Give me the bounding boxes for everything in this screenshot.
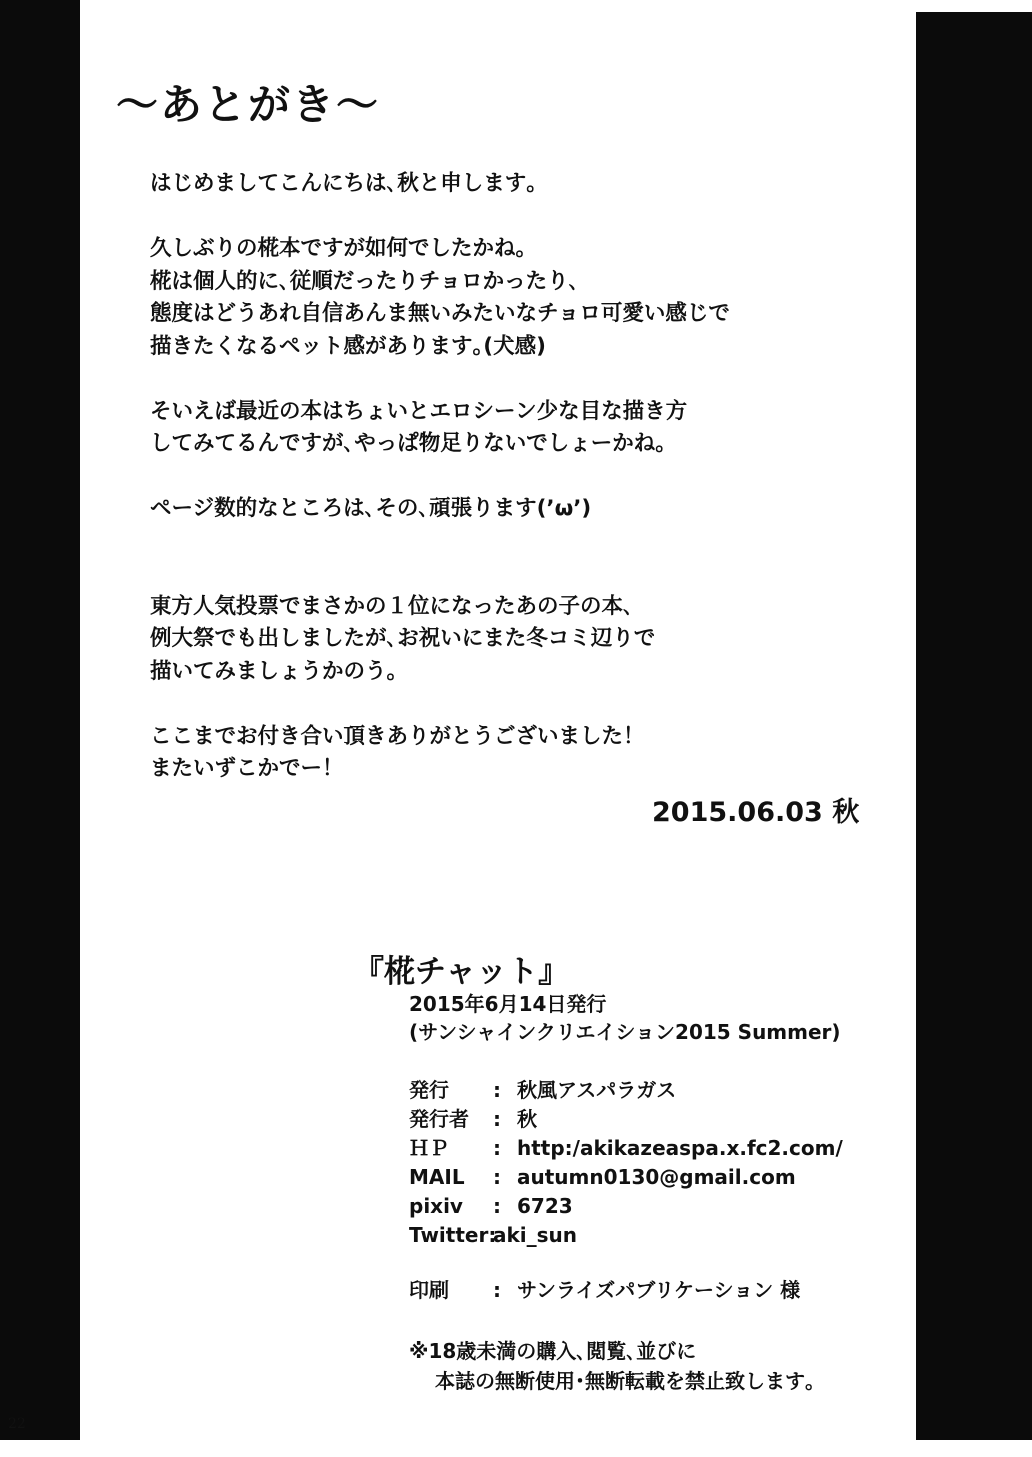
paragraph-recent-books xyxy=(150,396,890,461)
notice-line: ※18歳未満の購入､閲覧､並びに xyxy=(409,1339,697,1363)
credit-row xyxy=(409,1221,843,1250)
text-line: はじめましてこんにちは､秋と申します｡ xyxy=(150,171,538,196)
credit-label: MAIL xyxy=(409,1165,465,1189)
credit-label: 発行者 xyxy=(409,1107,469,1131)
text-line: 椛は個人的に､従順だったりチョロかったり､ xyxy=(150,268,580,294)
credit-row xyxy=(409,1076,843,1105)
text-line: またいずこかでー！ xyxy=(150,756,344,781)
text-line: ここまでお付き合い頂きありがとうございました！ xyxy=(150,723,645,749)
paragraph-about-momiji xyxy=(150,233,890,363)
credit-row xyxy=(409,1134,843,1163)
paragraph-thanks xyxy=(150,721,890,786)
credit-row xyxy=(409,1276,800,1305)
text-line: 例大祭でも出しましたが､お祝いにまた冬コミ辺りで xyxy=(150,626,656,651)
page-title: ～あとがき～ xyxy=(116,80,381,129)
signoff-date: 2015.06.03 秋 xyxy=(652,797,860,828)
printing-credit xyxy=(409,1276,800,1305)
text-line: してみてるんですが､やっぱ物足りないでしょーかね｡ xyxy=(150,431,667,456)
credit-separator: : xyxy=(493,1107,501,1131)
text-line: 東方人気投票でまさかの１位になったあの子の本､ xyxy=(150,593,634,619)
credit-separator: : xyxy=(493,1165,501,1189)
credit-row xyxy=(409,1163,843,1192)
age-restriction-notice xyxy=(409,1336,815,1396)
page-number: 22 xyxy=(8,1416,26,1432)
event-name: (サンシャインクリエイション2015 Summer) xyxy=(409,1020,841,1044)
credit-separator: : xyxy=(493,1136,501,1160)
afterword-body xyxy=(150,168,890,786)
text-line: ページ数的なところは､その､頑張ります(’ω’) xyxy=(150,496,592,521)
text-line: 描いてみましょうかのう｡ xyxy=(150,658,398,684)
credit-separator: : xyxy=(493,1194,501,1218)
credit-label: ＨＰ xyxy=(409,1136,449,1160)
credits-list xyxy=(409,1076,843,1250)
credit-label: pixiv xyxy=(409,1194,463,1218)
publish-date: 2015年6月14日発行 xyxy=(409,992,607,1016)
credit-separator: : xyxy=(493,1278,501,1302)
text-line: そいえば最近の本はちょいとエロシーン少な目な描き方 xyxy=(150,398,688,424)
book-title: 『椛チャット』 xyxy=(353,954,570,990)
right-black-margin xyxy=(916,12,1032,1440)
credit-label: Twitter: xyxy=(409,1223,497,1247)
text-line: 態度はどうあれ自信あんま無いみたいなチョロ可愛い感じで xyxy=(150,301,730,326)
credit-label: 印刷 xyxy=(409,1278,449,1302)
afterword-page xyxy=(80,0,916,1457)
email-address: autumn0130@gmail.com xyxy=(517,1165,796,1189)
paragraph-page-count xyxy=(150,493,890,526)
credit-value: aki_sun xyxy=(493,1223,578,1247)
paragraph-popularity-poll xyxy=(150,591,890,689)
homepage-url: http:/akikazeaspa.x.fc2.com/ xyxy=(517,1136,843,1160)
credit-separator: : xyxy=(493,1078,501,1102)
text-line: 描きたくなるペット感があります｡(犬感) xyxy=(150,333,546,359)
credit-value: 秋 xyxy=(517,1107,537,1131)
credit-value: 6723 xyxy=(517,1194,573,1218)
notice-line: 本誌の無断使用･無断転載を禁止致します｡ xyxy=(435,1369,815,1393)
paragraph-greeting xyxy=(150,168,890,201)
credit-label: 発行 xyxy=(409,1078,449,1102)
credit-value: 秋風アスパラガス xyxy=(517,1078,677,1102)
text-line: 久しぶりの椛本ですが如何でしたかね。 xyxy=(150,236,538,261)
credit-value: サンライズパブリケーション 様 xyxy=(517,1278,801,1302)
left-black-margin xyxy=(0,0,80,1440)
credit-row xyxy=(409,1105,843,1134)
credit-row xyxy=(409,1192,843,1221)
